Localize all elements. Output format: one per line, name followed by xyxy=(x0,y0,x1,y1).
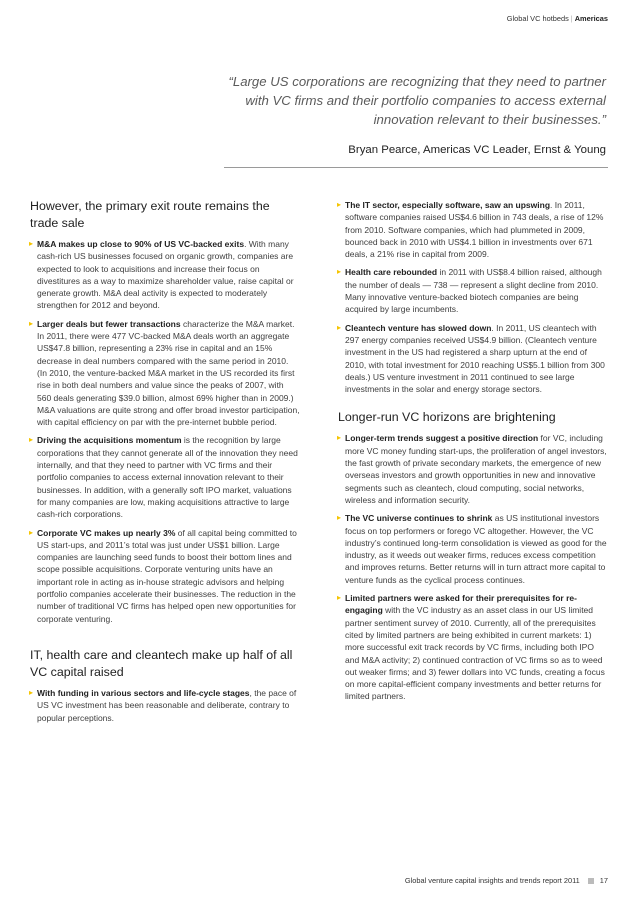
item-lead: Driving the acquisitions momentum xyxy=(37,435,182,446)
item-lead: Limited partners were asked for their prerequisites for re-engaging xyxy=(345,593,577,616)
list-item xyxy=(338,322,608,396)
item-text: . In 2011, software companies raised US$4.6 billion in 743 deals, a rise of 12% from 2010. Software companies, which had plummeted in 2009, bounced back in 2010 with US$4.1 billion in investments over 671 deals, a 21% rise in capital from 2009. xyxy=(345,200,604,260)
item-lead: With funding in various sectors and life-cycle stages xyxy=(37,687,250,698)
item-text: is the recognition by large corporations that they cannot generate all of the innovation they need internally, and that they need to partner with VC firms and their portfolio companies to access external innovation relevant to their businesses. In addition, with a generally soft IPO market, valuations for many companies are low, making acquisitions attractive to large cash-rich corporations. xyxy=(37,435,298,520)
item-lead: Health care rebounded xyxy=(345,267,438,278)
item-lead: M&A makes up close to 90% of US VC-backed exits xyxy=(37,239,245,249)
item-lead: The IT sector, especially software, saw an upswing xyxy=(345,200,551,210)
list-item xyxy=(338,199,608,260)
item-lead: Larger deals but fewer transactions xyxy=(37,318,181,329)
item-lead: Corporate VC makes up nearly 3% xyxy=(37,527,176,538)
header-separator: | xyxy=(570,14,573,23)
list-item xyxy=(338,432,608,506)
section-heading-exit-route: However, the primary exit route remains the trade sale xyxy=(30,199,270,230)
item-lead: Longer-term trends suggest a positive direction xyxy=(345,433,539,444)
list-item xyxy=(338,512,608,586)
sector-list xyxy=(338,199,608,395)
list-item xyxy=(30,434,300,520)
item-text: , the pace of US VC investment has been reasonable and deliberate, contrary to popular perceptions. xyxy=(37,687,297,723)
list-item xyxy=(30,687,300,724)
page-number: 17 xyxy=(599,876,608,885)
item-text: of all capital being committed to US start-ups, and 2011’s total was just under US$1 billion. Large companies are launching seed funds to boost their bottom lines and scope possible acquisitions. Corporate venturing units have an important role in acting as in-house strategic advisors and helping portfolio companies accelerate their businesses. The reduction in the number of traditional VC firms has helped open new opportunities for corporate venturing. xyxy=(37,527,297,624)
section-heading-vc-horizons: Longer-run VC horizons are brightening xyxy=(338,410,556,425)
list-item xyxy=(338,592,608,703)
item-text: with the VC industry as an asset class in our US limited partner sentiment survey of 2010. Currently, all of the prerequisites cited by limited partners are being exhibited in current markets: 1) more successful exit track records by VC firms, including both IPO and M&A activity; 2) continued contraction of VC firms so as to weed out weaker firms; and 3) fewer dollars into VC funds, creating a focus on more capital-efficient company investments and better returns for limited partners. xyxy=(345,605,605,702)
right-column xyxy=(338,199,608,703)
page-footer xyxy=(405,876,608,885)
header-region: Americas xyxy=(574,14,608,23)
item-lead: Cleantech venture has slowed down xyxy=(345,322,492,333)
quote-divider xyxy=(224,167,608,168)
section-heading-it-health: IT, health care and cleantech make up half of all VC capital raised xyxy=(30,647,293,679)
item-text: as US institutional investors focus on top performers or forego VC altogether. However, the VC industry’s continued long-term consolidation is viewed as good for the industry, as it weeds out weaker firms, reduces excess competition and improves returns. Better returns will in turn attract more capital to venture funds as the cyclical process continues. xyxy=(345,513,607,585)
list-item xyxy=(30,318,300,429)
item-lead: The VC universe continues to shrink xyxy=(345,513,493,524)
footer-square-icon xyxy=(588,878,594,884)
running-header xyxy=(507,14,608,23)
quote-attribution: Bryan Pearce, Americas VC Leader, Ernst & Young xyxy=(348,144,606,156)
item-text: for VC, including more VC money funding start-ups, the proliferation of angel investors, the fast growth of private secondary markets, the emergence of new overseas investors and growth opportunities in new and innovative segments such as cleantech, cloud computing, social networks, wireless and information security. xyxy=(345,433,607,505)
exit-route-list xyxy=(30,238,300,625)
vc-horizons-list xyxy=(338,432,608,702)
header-section: Global VC hotbeds xyxy=(506,14,569,23)
list-item xyxy=(338,266,608,315)
item-text: characterize the M&A market. In 2011, there were 477 VC-backed M&A deals worth an aggregate US$47.8 billion, representing a 23% rise in capital and an 15% decrease in deal numbers compared with the same period in 2010. (In 2010, the venture-backed M&A market in the US recorded its first rise in both deal numbers and value since the peaks of 2007, with 560 deals generating $39.0 billion, almost 69% higher than in 2009.) M&A valuations are quite strong and offer broad investor participation, with capital efficiency on par with the pre-internet bubble period. xyxy=(37,318,300,428)
item-text: . In 2011, US cleantech with 297 energy companies received US$4.9 billion. (Cleantech venture investment in the US had registered a sharp upturn at the end of 2010, with total investment for 2010 reaching US$5.1 billion from 300 deals.) US venture investment in 2011 continued to see large investments in the solar and energy storage sectors. xyxy=(345,322,605,395)
left-column xyxy=(30,198,300,724)
item-text: . With many cash-rich US businesses focused on organic growth, companies are expected to look to acquisitions and increase their focus on divestitures as a way to maximize shareholder value, raise capital or generate growth. M&A deal activity is expected to moderately strengthen for 2012 and beyond. xyxy=(37,239,294,311)
it-health-list xyxy=(30,687,300,724)
list-item xyxy=(30,238,300,312)
item-text: in 2011 with US$8.4 billion raised, although the number of deals — 738 — represent a slight decline from 2010. Many innovative venture-backed biotech companies are being acquired by large incumbents. xyxy=(345,267,602,315)
pull-quote: “Large US corporations are recognizing that they need to partner with VC firms and their portfolio companies to access external innovation relevant to their businesses.” xyxy=(228,74,606,127)
list-item xyxy=(30,527,300,625)
footer-title: Global venture capital insights and trends report 2011 xyxy=(404,876,580,885)
